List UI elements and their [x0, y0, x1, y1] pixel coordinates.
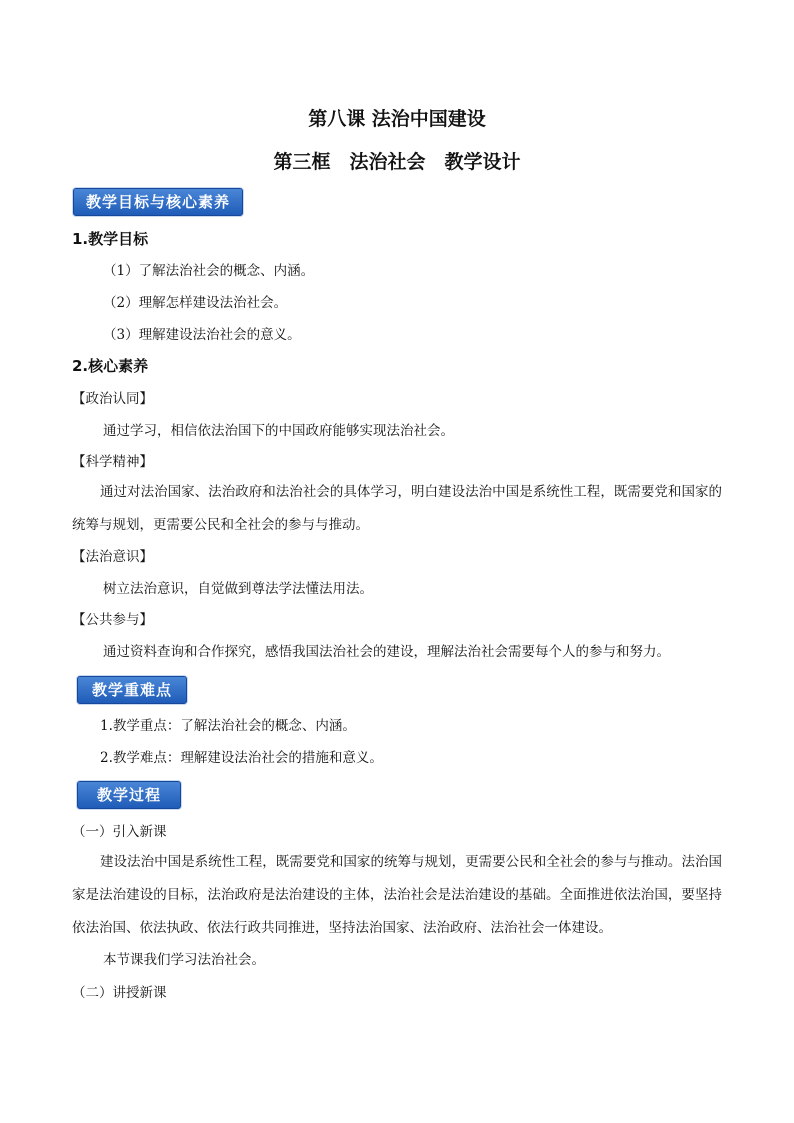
literacy-heading: 2.核心素养	[72, 357, 149, 375]
key-point-focus: 1.教学重点：了解法治社会的概念、内涵。	[100, 718, 356, 734]
science-text: 通过对法治国家、法治政府和法治社会的具体学习，明白建设法治中国是系统性工程，既需要党和国家的统筹与规划，更需要公民和全社会的参与与推动。	[72, 484, 722, 533]
key-point-difficulty: 2.教学难点：理解建设法治社会的措施和意义。	[100, 750, 383, 766]
law-text: 树立法治意识，自觉做到尊法学法懂法用法。	[103, 581, 373, 597]
process-badge: 教学过程	[77, 781, 181, 809]
intro-text-2: 本节课我们学习法治社会。	[103, 952, 265, 968]
lesson-title: 第八课 法治中国建设	[308, 108, 486, 130]
objectives-badge: 教学目标与核心素养	[73, 188, 243, 216]
public-text: 通过资料查询和合作探究，感悟我国法治社会的建设，理解法治社会需要每个人的参与和努力。	[103, 644, 670, 660]
lesson-subtitle: 第三框 法治社会 教学设计	[273, 151, 521, 173]
intro-heading: （一）引入新课	[72, 824, 167, 840]
objectives-heading: 1.教学目标	[72, 230, 149, 248]
key-points-badge: 教学重难点	[77, 676, 187, 704]
science-label: 【科学精神】	[72, 454, 153, 470]
objective-item-1: （1）了解法治社会的概念、内涵。	[103, 263, 315, 279]
law-label: 【法治意识】	[72, 549, 153, 565]
new-lesson-heading: （二）讲授新课	[72, 985, 167, 1001]
objective-item-3: （3）理解建设法治社会的意义。	[103, 327, 301, 343]
objective-item-2: （2）理解怎样建设法治社会。	[103, 295, 288, 311]
public-label: 【公共参与】	[72, 612, 153, 628]
political-label: 【政治认同】	[72, 391, 153, 407]
intro-text: 建设法治中国是系统性工程，既需要党和国家的统筹与规划，更需要公民和全社会的参与与推动。法治国家是法治建设的目标，法治政府是法治建设的主体，法治社会是法治建设的基础。全面推进依法治国，要坚持依法治国、依法执政、依法行政共同推进，坚持法治国家、法治政府、法治社会一体建设。	[72, 854, 722, 936]
political-text: 通过学习，相信依法治国下的中国政府能够实现法治社会。	[103, 423, 454, 439]
